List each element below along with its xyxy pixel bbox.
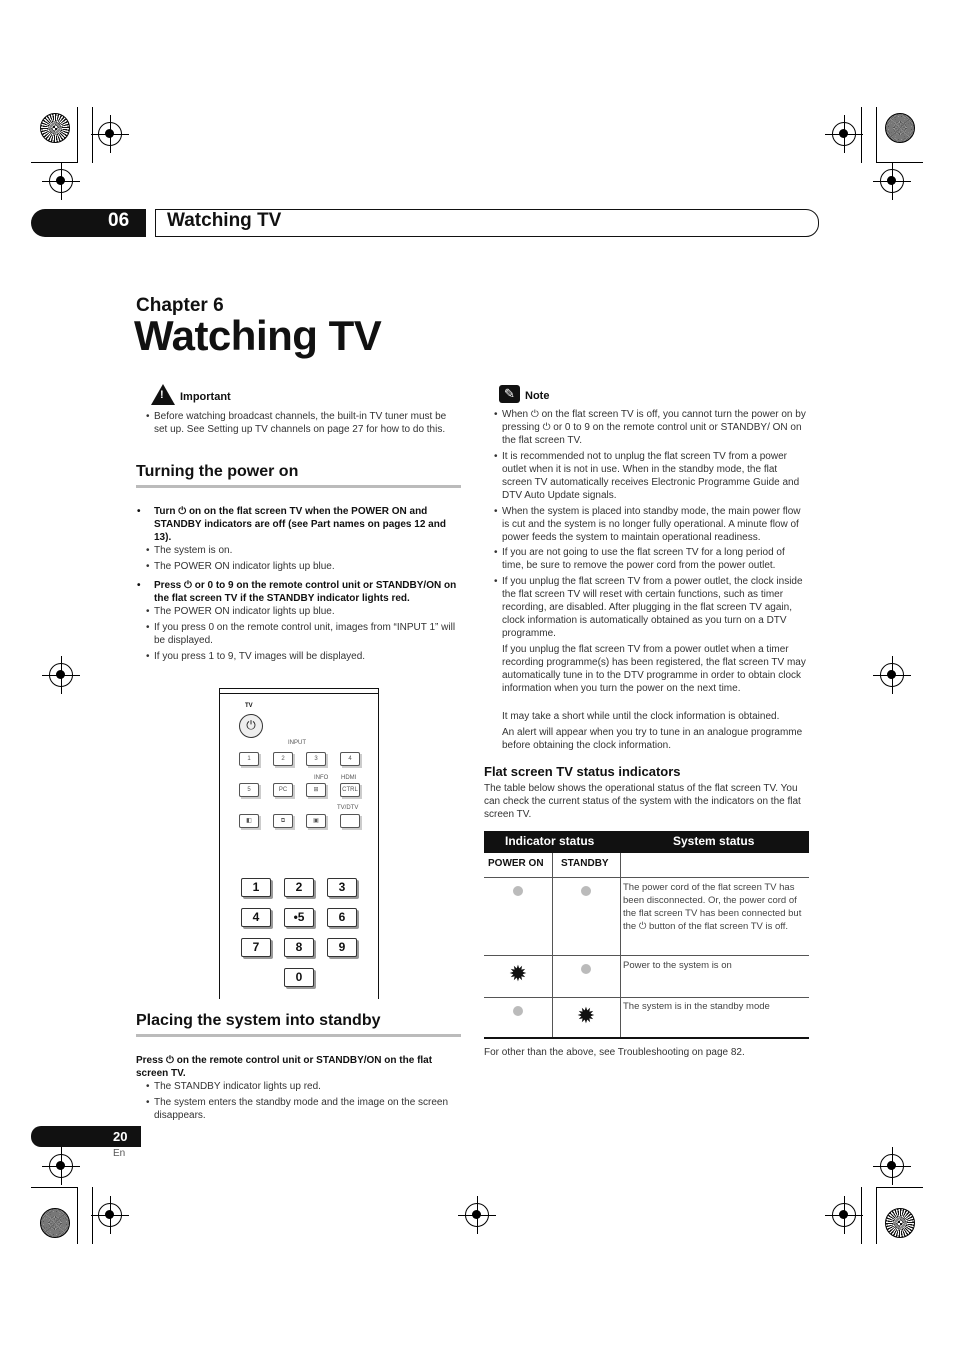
number-button: 9 xyxy=(327,938,357,957)
list-item: • If you press 0 on the remote control unit, images from “INPUT 1” will be displayed. xyxy=(146,622,456,646)
sub-standby: STANDBY xyxy=(561,858,609,869)
table-divider xyxy=(484,997,809,998)
tv-label: TV xyxy=(245,703,253,709)
status-heading: Flat screen TV status indicators xyxy=(484,764,681,779)
split-icon: ⧉ xyxy=(273,814,293,828)
col-indicator-status: Indicator status xyxy=(505,834,595,848)
table-divider xyxy=(620,853,621,1038)
crop-mark xyxy=(31,1187,78,1188)
led-off-icon xyxy=(581,964,591,974)
col-system-status: System status xyxy=(673,834,755,848)
registration-mark-icon xyxy=(880,169,904,193)
list-item: • The POWER ON indicator lights up blue. xyxy=(146,561,335,572)
number-button: 7 xyxy=(241,938,271,957)
list-item: • The system enters the standby mode and the image on the screen disappears. xyxy=(146,1097,449,1121)
note-pencil-icon: ✎ xyxy=(499,385,520,403)
hdmi-label: HDMI xyxy=(341,775,357,781)
input-button: 4 xyxy=(340,752,360,766)
registration-mark-icon xyxy=(49,169,73,193)
crop-mark xyxy=(876,162,923,163)
section-heading-standby: Placing the system into standby xyxy=(136,1012,381,1029)
number-button: 2 xyxy=(284,878,314,897)
page-title: Watching TV xyxy=(134,312,382,359)
table-row: Power to the system is on xyxy=(623,960,732,971)
list-item: • The STANDBY indicator lights up red. xyxy=(146,1081,321,1092)
note-item: • It is recommended not to unplug the flat screen TV from a power outlet when it is not in use. When in the standby mode, the flat screen TV automatically receives Electronic Programme Guide and DTV Auto Update signals. xyxy=(494,451,800,501)
note-item: • If you unplug the flat screen TV from a power outlet, the clock inside the flat screen TV will reset with certain functions, such as timer recording, are disabled. After plugging in the flat screen TV again, clock information is automatically obtained as you turn on a DTV programme. xyxy=(494,576,803,639)
registration-mark-icon xyxy=(880,663,904,687)
number-button: 8 xyxy=(284,938,314,957)
registration-star-icon xyxy=(40,113,70,143)
input-button: 5 xyxy=(239,783,259,797)
note-item: • When ⏻ on the flat screen TV is off, you cannot turn the power on by pressing ⏻ or 0 to 9 on the remote control unit or STANDBY/ ON on the flat screen TV. xyxy=(494,409,806,446)
remote-top-edge xyxy=(220,689,378,694)
input-button: 2 xyxy=(273,752,293,766)
tvdtv-button xyxy=(340,814,360,828)
power-on-step-2: • Press ⏻ or 0 to 9 on the remote control unit or STANDBY/ON on the flat screen TV if the STANDBY indicator lights red. xyxy=(137,580,457,604)
chapter-label: Chapter 6 xyxy=(136,295,224,316)
table-bottom-rule xyxy=(484,1037,809,1039)
registration-star-icon xyxy=(885,1208,915,1238)
note-item: • When the system is placed into standby mode, the main power flow is cut and the system is no longer fully operational. A minute flow of power feeds the system to maintain operational readiness. xyxy=(494,506,801,543)
input-button: 1 xyxy=(239,752,259,766)
note-paragraph: It may take a short while until the clock information is obtained. xyxy=(502,711,780,722)
led-off-icon xyxy=(513,1006,523,1016)
registration-star-icon xyxy=(885,113,915,143)
screen-mode-icon: ◧ xyxy=(239,814,259,828)
crop-mark xyxy=(876,1187,923,1188)
registration-star-icon xyxy=(40,1208,70,1238)
note-item: • If you are not going to use the flat screen TV for a long period of time, be sure to remove the power cord from the power outlet. xyxy=(494,547,785,571)
chapter-number: 06 xyxy=(108,210,130,231)
tvdtv-label: TV/DTV xyxy=(337,805,359,811)
status-footer: For other than the above, see Troubleshooting on page 82. xyxy=(484,1047,745,1058)
registration-mark-icon xyxy=(832,122,856,146)
led-off-icon xyxy=(581,886,591,896)
pc-button: PC xyxy=(273,783,293,797)
section-heading-power-on: Turning the power on xyxy=(136,463,299,480)
number-button: 3 xyxy=(327,878,357,897)
led-off-icon xyxy=(513,886,523,896)
page-lang: En xyxy=(113,1148,126,1159)
important-bullet: • Before watching broadcast channels, the built-in TV tuner must be set up. See Setting up TV channels on page 27 for how to do this. xyxy=(146,411,447,435)
power-on-step-1: • Turn ⏻ on on the flat screen TV when the POWER ON and STANDBY indicators are off (see Part names on pages 12 and 13). xyxy=(137,506,446,543)
crop-mark xyxy=(876,107,877,163)
list-item: • The system is on. xyxy=(146,545,233,556)
number-button: 1 xyxy=(241,878,271,897)
crop-mark xyxy=(77,1187,78,1244)
table-row: The power cord of the flat screen TV has been disconnected. Or, the power cord of the flat screen TV has been connected but the ⏻ button of the flat screen TV is off. xyxy=(623,882,802,932)
status-intro: The table below shows the operational status of the flat screen TV. You can check the current status of the system with the indicators on the flat screen TV. xyxy=(484,783,801,820)
crop-mark xyxy=(876,1187,877,1244)
input-label: INPUT xyxy=(288,740,306,746)
table-divider xyxy=(552,853,553,1038)
led-lit-icon: ✹ xyxy=(576,1003,596,1028)
page-number: 20 xyxy=(113,1129,128,1144)
note-paragraph: If you unplug the flat screen TV from a power outlet when a timer recording programme(s) has been registered, the flat screen TV may automatically tune in to the DTV programme in order to obtain clock information when you turn the power on the next time. xyxy=(502,644,806,694)
registration-mark-icon xyxy=(98,1203,122,1227)
note-paragraph: An alert will appear when you try to tune in an analogue programme before obtaining the clock information. xyxy=(502,727,803,751)
subscreen-icon: ▣ xyxy=(306,814,326,828)
standby-step: Press ⏻ on the remote control unit or STANDBY/ON on the flat screen TV. xyxy=(136,1055,433,1079)
power-button-icon: ⏻ xyxy=(239,714,263,738)
registration-mark-icon xyxy=(465,1203,489,1227)
table-header xyxy=(484,831,809,853)
registration-mark-icon xyxy=(880,1154,904,1178)
info-label: INFO xyxy=(314,775,329,781)
important-label: Important xyxy=(180,391,231,403)
number-button: 0 xyxy=(284,968,314,987)
remote-control-illustration xyxy=(219,688,379,999)
warning-icon: ! xyxy=(151,384,175,405)
crop-mark xyxy=(92,107,93,163)
crop-mark xyxy=(31,162,78,163)
list-item: • If you press 1 to 9, TV images will be displayed. xyxy=(146,651,366,662)
table-divider xyxy=(484,877,809,878)
input-button: 3 xyxy=(306,752,326,766)
sub-power-on: POWER ON xyxy=(488,858,544,869)
table-row: The system is in the standby mode xyxy=(623,1001,770,1012)
note-label: Note xyxy=(525,390,550,402)
number-button: 4 xyxy=(241,908,271,927)
table-divider xyxy=(484,955,809,956)
section-rule xyxy=(136,485,461,488)
registration-mark-icon xyxy=(98,122,122,146)
section-rule xyxy=(136,1034,461,1037)
list-item: • The POWER ON indicator lights up blue. xyxy=(146,606,335,617)
info-button-icon: ⊞ xyxy=(306,783,326,797)
crop-mark xyxy=(77,107,78,163)
registration-mark-icon xyxy=(49,1154,73,1178)
led-lit-icon: ✹ xyxy=(508,961,528,986)
number-button: 6 xyxy=(327,908,357,927)
crop-mark xyxy=(861,107,862,163)
registration-mark-icon xyxy=(832,1203,856,1227)
registration-mark-icon xyxy=(49,663,73,687)
ctrl-button: CTRL xyxy=(340,783,360,797)
header-title: Watching TV xyxy=(167,210,282,231)
number-button: •5 xyxy=(284,908,314,927)
